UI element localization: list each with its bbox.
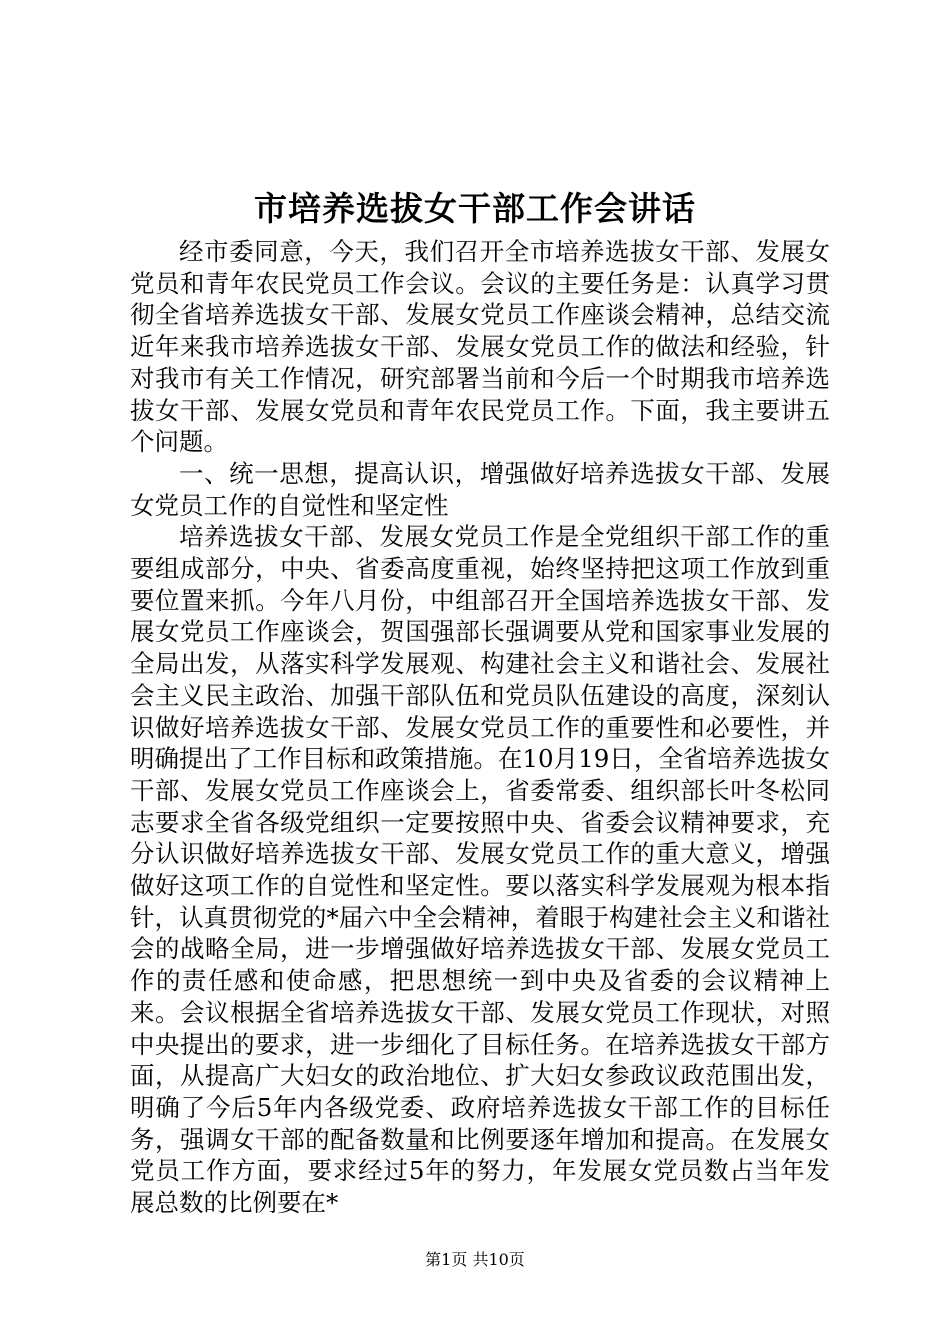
document-title: 市培养选拔女干部工作会讲话 — [254, 189, 696, 228]
document-body — [130, 236, 830, 1219]
section-heading-one: 一、统一思想，提高认识，增强做好培养选拔女干部、发展女党员工作的自觉性和坚定性 — [130, 458, 830, 520]
page-number-footer: 第1页 共10页 — [425, 1250, 525, 1269]
paragraph-section-one: 培养选拔女干部、发展女党员工作是全党组织干部工作的重要组成部分，中央、省委高度重视，始终坚持把这项工作放到重要位置来抓。今年八月份，中组部召开全国培养选拔女干部、发展女党员工作座谈会，贺国强部长强调要从党和国家事业发展的全局出发，从落实科学发展观、构建社会主义和谐社会、发展社会主义民主政治、加强干部队伍和党员队伍建设的高度，深刻认识做好培养选拔女干部、发展女党员工作的重要性和必要性，并明确提出了工作目标和政策措施。在10月19日，全省培养选拔女干部、发展女党员工作座谈会上，省委常委、组织部长叶冬松同志要求全省各级党组织一定要按照中央、省委会议精神要求，充分认识做好培养选拔女干部、发展女党员工作的重大意义，增强做好这项工作的自觉性和坚定性。要以落实科学发展观为根本指针，认真贯彻党的*届六中全会精神，着眼于构建社会主义和谐社会的战略全局，进一步增强做好培养选拔女干部、发展女党员工作的责任感和使命感，把思想统一到中央及省委的会议精神上来。会议根据全省培养选拔女干部、发展女党员工作现状，对照中央提出的要求，进一步细化了目标任务。在培养选拔女干部方面，从提高广大妇女的政治地位、扩大妇女参政议政范围出发，明确了今后5年内各级党委、政府培养选拔女干部工作的目标任务，强调女干部的配备数量和比例要逐年增加和提高。在发展女党员工作方面，要求经过5年的努力，年发展女党员数占当年发展总数的比例要在* — [130, 522, 830, 1218]
paragraph-intro: 经市委同意，今天，我们召开全市培养选拔女干部、发展女党员和青年农民党员工作会议。会议的主要任务是：认真学习贯彻全省培养选拔女干部、发展女党员工作座谈会精神，总结交流近年来我市培养选拔女干部、发展女党员工作的做法和经验，针对我市有关工作情况，研究部署当前和今后一个时期我市培养选拔女干部、发展女党员和青年农民党员工作。下面，我主要讲五个问题。 — [130, 237, 830, 457]
